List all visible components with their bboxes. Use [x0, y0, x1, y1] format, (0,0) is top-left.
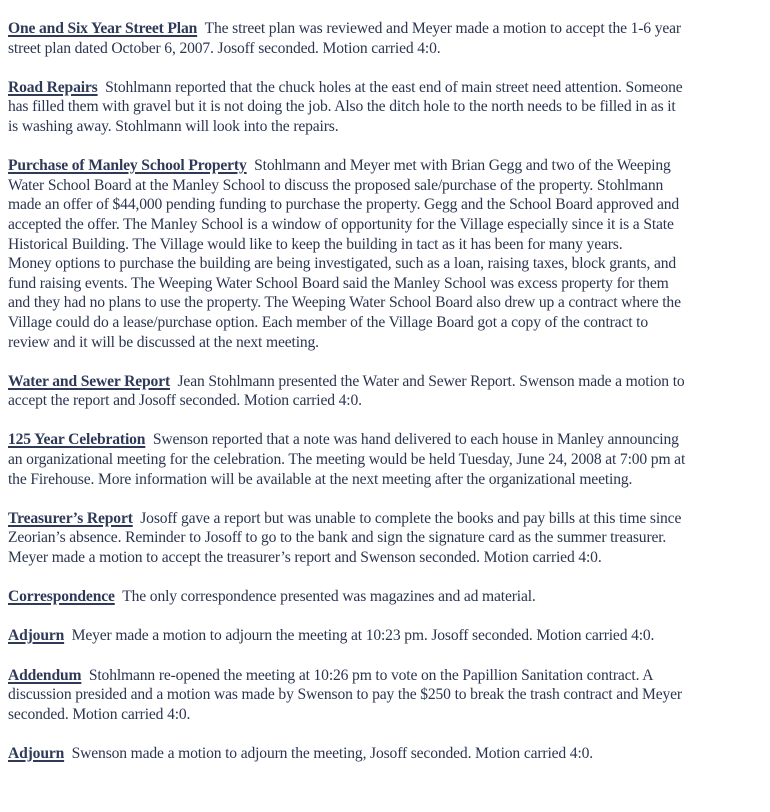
- section-text: Historical Building. The Village would like to keep the building in tact as it has been for many years.: [8, 235, 623, 253]
- section-text: Water School Board at the Manley School to discuss the proposed sale/purchase of the property. Stohlmann: [8, 176, 664, 194]
- section-treasurer-report: [8, 509, 768, 568]
- section-line: [8, 666, 768, 686]
- section-text: Josoff gave a report but was unable to complete the books and pay bills at this time since: [140, 509, 682, 527]
- section-text: Zeorian’s absence. Reminder to Josoff to go to the bank and sign the signature card as the summer treasurer.: [8, 529, 667, 547]
- section-text: discussion presided and a motion was made by Swenson to pay the $250 to break the trash contract and Meyer: [8, 686, 682, 704]
- section-text: Meyer made a motion to accept the treasurer’s report and Swenson seconded. Motion carried 4:0.: [8, 549, 602, 567]
- section-heading: Adjourn: [8, 627, 65, 645]
- section-line: [8, 509, 768, 529]
- section-celebration: [8, 430, 768, 489]
- section-school-property: [8, 156, 768, 352]
- section-text: Swenson reported that a note was hand delivered to each house in Manley announcing: [152, 431, 679, 449]
- section-line: [8, 156, 768, 176]
- section-heading: Adjourn: [8, 744, 65, 762]
- section-text: Village could do a lease/purchase option. Each member of the Village Board got a copy of the contract to: [8, 313, 648, 331]
- section-heading: Road Repairs: [8, 78, 98, 96]
- section-text: Stohlmann reported that the chuck holes at the east end of main street need attention. Someone: [105, 78, 683, 96]
- section-heading: 125 Year Celebration: [8, 431, 146, 449]
- section-line: [8, 587, 768, 607]
- section-heading: Purchase of Manley School Property: [8, 157, 247, 175]
- section-text: Swenson made a motion to adjourn the meeting, Josoff seconded. Motion carried 4:0.: [71, 744, 594, 762]
- section-heading: Water and Sewer Report: [8, 372, 171, 390]
- section-line: [8, 19, 768, 39]
- section-adjourn-first: [8, 626, 768, 646]
- section-text: Meyer made a motion to adjourn the meeting at 10:23 pm. Josoff seconded. Motion carried 4:0.: [71, 627, 655, 645]
- section-text: seconded. Motion carried 4:0.: [8, 705, 191, 723]
- section-line: [8, 372, 768, 392]
- section-street-plan: [8, 19, 768, 58]
- section-line: [8, 78, 768, 98]
- section-text: is washing away. Stohlmann will look into the repairs.: [8, 117, 339, 135]
- section-adjourn-final: [8, 744, 768, 764]
- section-text: accept the report and Josoff seconded. Motion carried 4:0.: [8, 392, 362, 410]
- section-text: The street plan was reviewed and Meyer made a motion to accept the 1-6 year: [204, 20, 681, 37]
- section-text: review and it will be discussed at the next meeting.: [8, 333, 319, 351]
- section-line: [8, 626, 768, 646]
- section-text: fund raising events. The Weeping Water School Board said the Manley School was excess property for them: [8, 274, 669, 292]
- section-text: an organizational meeting for the celebration. The meeting would be held Tuesday, June 24, 2008 at 7:00 pm at: [8, 451, 686, 469]
- section-road-repairs: [8, 78, 768, 137]
- section-line: [8, 430, 768, 450]
- section-text: Money options to purchase the building are being investigated, such as a loan, raising taxes, block grants, and: [8, 255, 677, 273]
- section-correspondence: [8, 587, 768, 607]
- section-line: [8, 744, 768, 764]
- section-heading: Treasurer’s Report: [8, 509, 133, 527]
- section-text: street plan dated October 6, 2007. Josoff seconded. Motion carried 4:0.: [8, 39, 441, 57]
- section-heading: Correspondence: [8, 588, 115, 606]
- section-text: The only correspondence presented was magazines and ad material.: [122, 588, 536, 606]
- section-text: has filled them with gravel but it is not doing the job. Also the ditch hole to the north needs to be filled in as it: [8, 98, 676, 116]
- section-text: Stohlmann re-opened the meeting at 10:26 pm to vote on the Papillion Sanitation contract. A: [88, 666, 654, 684]
- section-text: and they had no plans to use the property. The Weeping Water School Board also drew up a contract where the: [8, 294, 681, 312]
- section-text: Stohlmann and Meyer met with Brian Gegg and two of the Weeping: [254, 157, 671, 175]
- section-heading: Addendum: [8, 666, 82, 684]
- section-text: the Firehouse. More information will be available at the next meeting after the organizational meeting.: [8, 470, 633, 488]
- meeting-minutes-page: [8, 19, 768, 783]
- section-water-sewer: [8, 372, 768, 411]
- section-heading: One and Six Year Street Plan: [8, 20, 198, 37]
- section-addendum: [8, 666, 768, 725]
- section-text: accepted the offer. The Manley School is a window of opportunity for the Village especially since it is a State: [8, 215, 674, 233]
- section-text: made an offer of $44,000 pending funding to purchase the property. Gegg and the School Board approved and: [8, 196, 680, 214]
- section-text: Jean Stohlmann presented the Water and Sewer Report. Swenson made a motion to: [177, 372, 685, 390]
